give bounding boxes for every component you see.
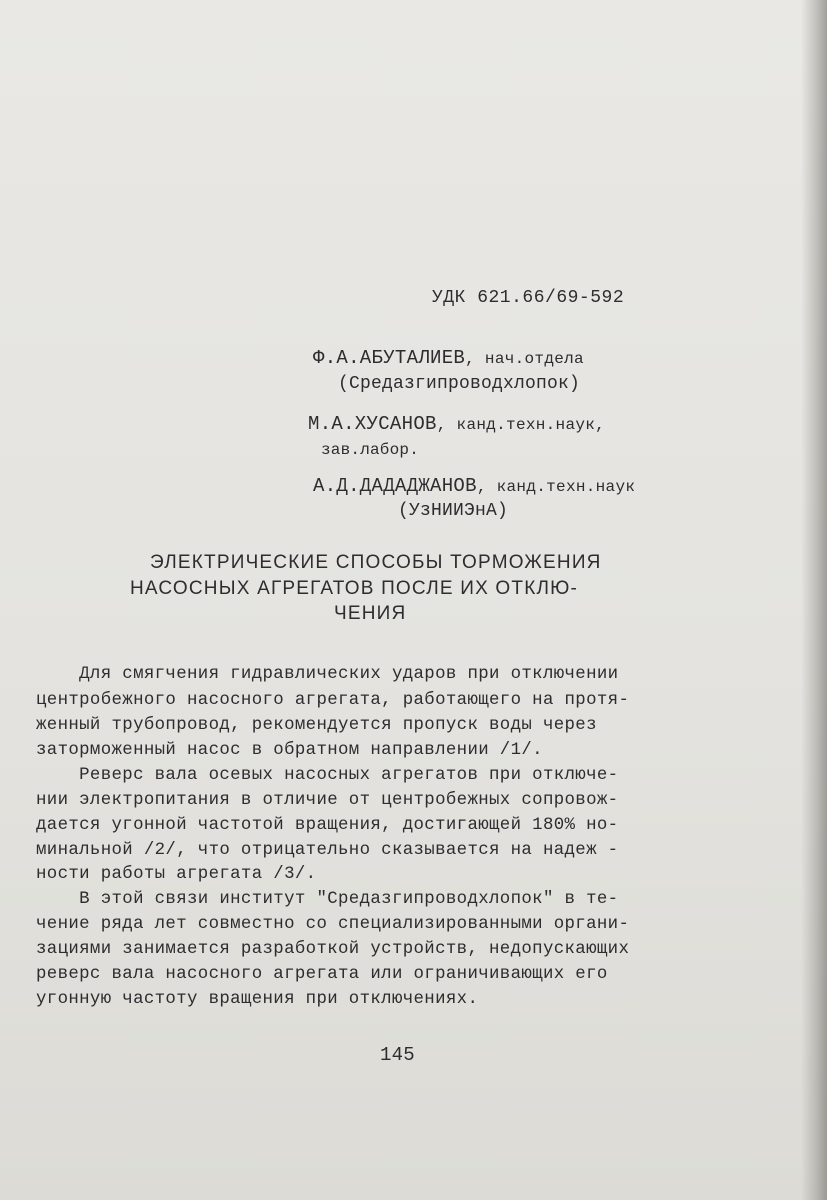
body-line: ности работы агрегата /3/.	[36, 865, 317, 884]
author-2-position: зав.лабор.	[321, 441, 420, 459]
body-line: реверс вала насосного агрегата или ограничивающих его	[36, 965, 608, 984]
author-2-role: , канд.техн.наук,	[436, 416, 606, 434]
udc-code: УДК 621.66/69-592	[432, 288, 625, 308]
article-title-line-3: ЧЕНИЯ	[334, 603, 407, 624]
author-3	[313, 475, 635, 498]
body-line: заторможенный насос в обратном направлении /1/.	[36, 741, 543, 760]
author-1-affiliation: (Средазгипроводхлопок)	[338, 374, 581, 394]
author-3-name: А.Д.ДАДАДЖАНОВ	[313, 475, 477, 497]
author-2-name: М.А.ХУСАНОВ	[308, 413, 437, 435]
author-1-name: Ф.А.АБУТАЛИЕВ	[313, 347, 466, 369]
body-line: чение ряда лет совместно со специализированными органи-	[36, 915, 630, 934]
body-line: зациями занимается разработкой устройств, недопускающих	[36, 940, 630, 959]
author-1-role: , нач.отдела	[465, 350, 584, 368]
body-line: Для смягчения гидравлических ударов при отключении	[36, 665, 619, 684]
body-line: угонную частоту вращения при отключениях.	[36, 990, 479, 1009]
author-3-affiliation: (УзНИИЭнА)	[398, 501, 509, 521]
article-title-line-1: ЭЛЕКТРИЧЕСКИЕ СПОСОБЫ ТОРМОЖЕНИЯ	[150, 552, 602, 573]
author-3-role: , канд.техн.наук	[476, 478, 636, 496]
page-edge-shadow	[801, 0, 827, 1200]
article-title-line-2: НАСОСНЫХ АГРЕГАТОВ ПОСЛЕ ИХ ОТКЛЮ-	[130, 578, 579, 599]
author-1	[313, 347, 584, 370]
body-line: Реверс вала осевых насосных агрегатов при отключе-	[36, 766, 619, 785]
author-2	[308, 413, 605, 436]
body-line: В этой связи институт "Средазгипроводхлопок" в те-	[36, 890, 619, 909]
body-line: женный трубопровод, рекомендуется пропуск воды через	[36, 716, 597, 735]
body-line: нии электропитания в отличие от центробежных сопровож-	[36, 791, 619, 810]
body-line: центробежного насосного агрегата, работающего на протя-	[36, 691, 630, 710]
body-line: дается угонной частотой вращения, достигающей 180% но-	[36, 816, 619, 835]
page-number: 145	[380, 1044, 415, 1066]
body-line: минальной /2/, что отрицательно сказывается на надеж -	[36, 841, 619, 860]
